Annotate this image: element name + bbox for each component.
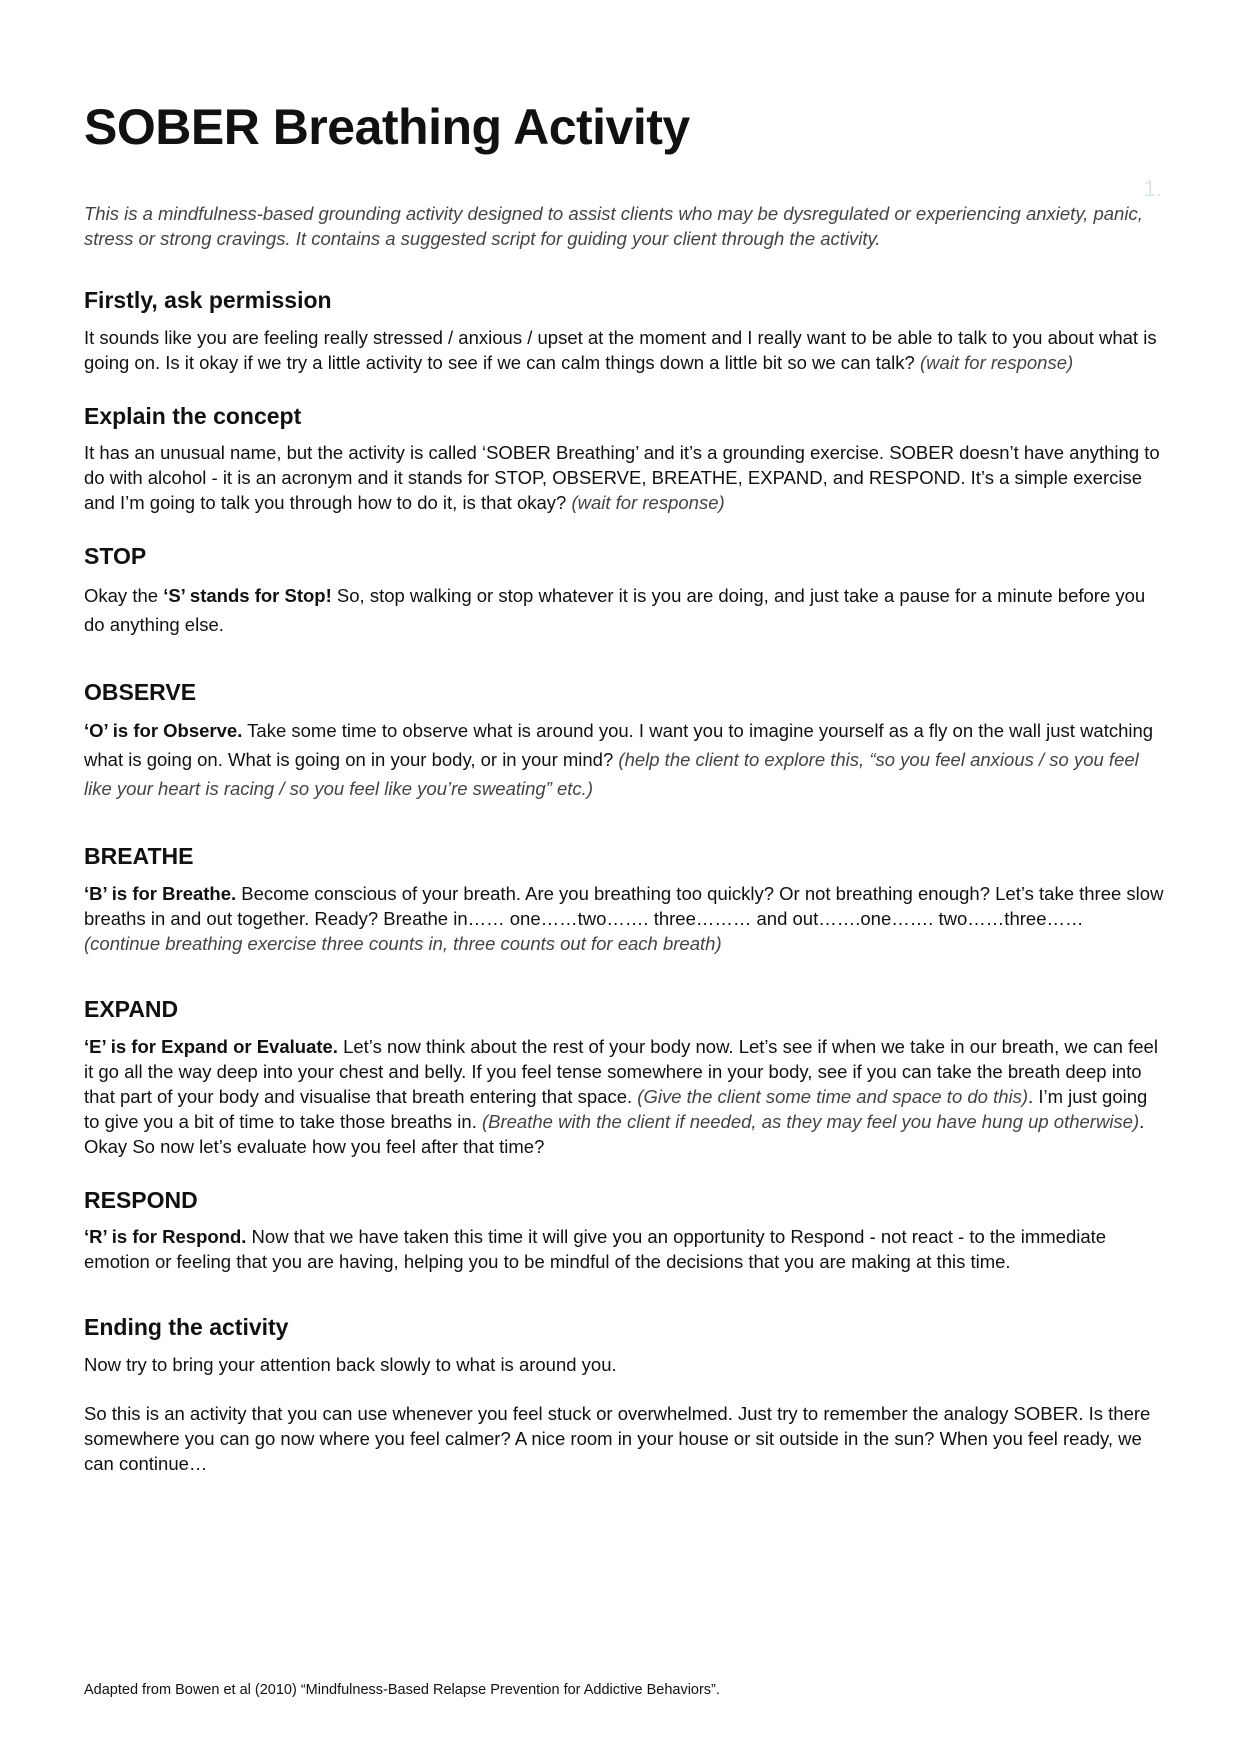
page-number: 1. <box>1143 176 1162 201</box>
section-breathe <box>84 843 1164 956</box>
section-heading: Explain the concept <box>84 402 302 429</box>
section-body <box>84 1224 1164 1274</box>
guidance-note: (continue breathing exercise three counts in, three counts out for each breath) <box>84 932 722 954</box>
section-body <box>84 325 1164 375</box>
body-text: It has an unusual name, but the activity is called ‘SOBER Breathing’ and it’s a grounding exercise. SOBER doesn’t have anything to do with alcohol - it is an acronym and it stands for STOP, OBSERVE, BREATHE, EXPAND, and RESPOND. It’s a simple exercise and I’m going to talk you through how to do it, is that okay? <box>84 442 1160 514</box>
section-body <box>84 881 1164 956</box>
section-heading: STOP <box>84 543 147 570</box>
section-heading: Ending the activity <box>84 1314 289 1341</box>
section-stop <box>84 543 1164 639</box>
body-text: Become conscious of your breath. Are you breathing too quickly? Or not breathing enough? Let’s take three slow breaths in and out together. Ready? Breathe in…… one……two……. three……… and out…….one……. two……three…… <box>84 882 1164 929</box>
lead-text: ‘R’ is for Respond. <box>84 1226 247 1248</box>
section-ending <box>84 1314 1164 1476</box>
section-body <box>84 716 1164 803</box>
response-note: (wait for response) <box>919 351 1074 373</box>
section-heading: OBSERVE <box>84 678 197 705</box>
guidance-note: (help the client to explore this, “so you feel anxious / so you feel like your heart is racing / so you feel like you’re sweating” etc.) <box>84 749 1139 800</box>
response-note: (wait for response) <box>571 492 725 514</box>
lead-text: ‘S’ stands for Stop! <box>163 584 332 606</box>
section-heading: EXPAND <box>84 995 179 1022</box>
lead-text: ‘B’ is for Breathe. <box>84 882 237 904</box>
page-title: SOBER Breathing Activity <box>84 99 690 155</box>
guidance-note: (Give the client some time and space to do this) <box>637 1085 1029 1107</box>
section-heading: BREATHE <box>84 843 194 870</box>
body-text: Now that we have taken this time it will give you an opportunity to Respond - not react - to the immediate emotion or feeling that you are having, helping you to be mindful of the decisions that you are making at this time. <box>84 1226 1107 1273</box>
guidance-note-2: (Breathe with the client if needed, as they may feel you have hung up otherwise) <box>481 1110 1140 1132</box>
section-body <box>84 440 1164 515</box>
section-body <box>84 581 1164 639</box>
body-text: Take some time to observe what is around you. I want you to imagine yourself as a fly on the wall just watching what is going on. What is going on in your body, or in your mind? <box>84 720 1154 771</box>
section-body: Now try to bring your attention back slowly to what is around you. <box>84 1353 617 1375</box>
section-observe <box>84 679 1164 804</box>
section-explain-concept <box>84 403 1164 516</box>
section-body <box>84 1034 1164 1159</box>
body-text-3: . Okay So now let’s evaluate how you feel after that time? <box>84 1110 1145 1157</box>
section-expand <box>84 996 1164 1159</box>
body-text: Let’s now think about the rest of your body now. Let’s see if when we take in our breath, we can feel it go all the way deep into your chest and belly. If you feel tense somewhere in your body, see if you can take the breath deep into that part of your body and visualise that breath entering that space. <box>84 1035 1158 1107</box>
lead-text: ‘E’ is for Expand or Evaluate. <box>84 1035 338 1057</box>
body-text: It sounds like you are feeling really stressed / anxious / upset at the moment and I really want to be able to talk to you about what is going on. Is it okay if we try a little activity to see if we can calm things down a little bit so we can talk? <box>84 326 1157 373</box>
section-heading: Firstly, ask permission <box>84 287 332 313</box>
section-heading: RESPOND <box>84 1186 198 1213</box>
lead-text: ‘O’ is for Observe. <box>84 720 243 742</box>
body-text-2: . I’m just going to give you a bit of time to take those breaths in. <box>84 1085 1148 1132</box>
section-body-2: So this is an activity that you can use whenever you feel stuck or overwhelmed. Just try to remember the analogy SOBER. Is there somewhere you can go now where you feel calmer? A nice room in your house or sit outside in the sun? When you feel ready, we can continue… <box>84 1402 1151 1474</box>
body-text: So, stop walking or stop whatever it is you are doing, and just take a pause for a minute before you do anything else. <box>84 584 1146 635</box>
intro-text: This is a mindfulness-based grounding activity designed to assist clients who may be dysregulated or experiencing anxiety, panic, stress or strong cravings. It contains a suggested script for guiding your client through the activity. <box>84 203 1143 249</box>
section-respond <box>84 1187 1164 1275</box>
body-text-pre: Okay the <box>84 584 164 606</box>
document-body <box>84 100 1164 1504</box>
footer-citation: Adapted from Bowen et al (2010) “Mindfulness-Based Relapse Prevention for Addictive Behaviors”. <box>84 1682 720 1698</box>
section-ask-permission <box>84 287 1164 375</box>
